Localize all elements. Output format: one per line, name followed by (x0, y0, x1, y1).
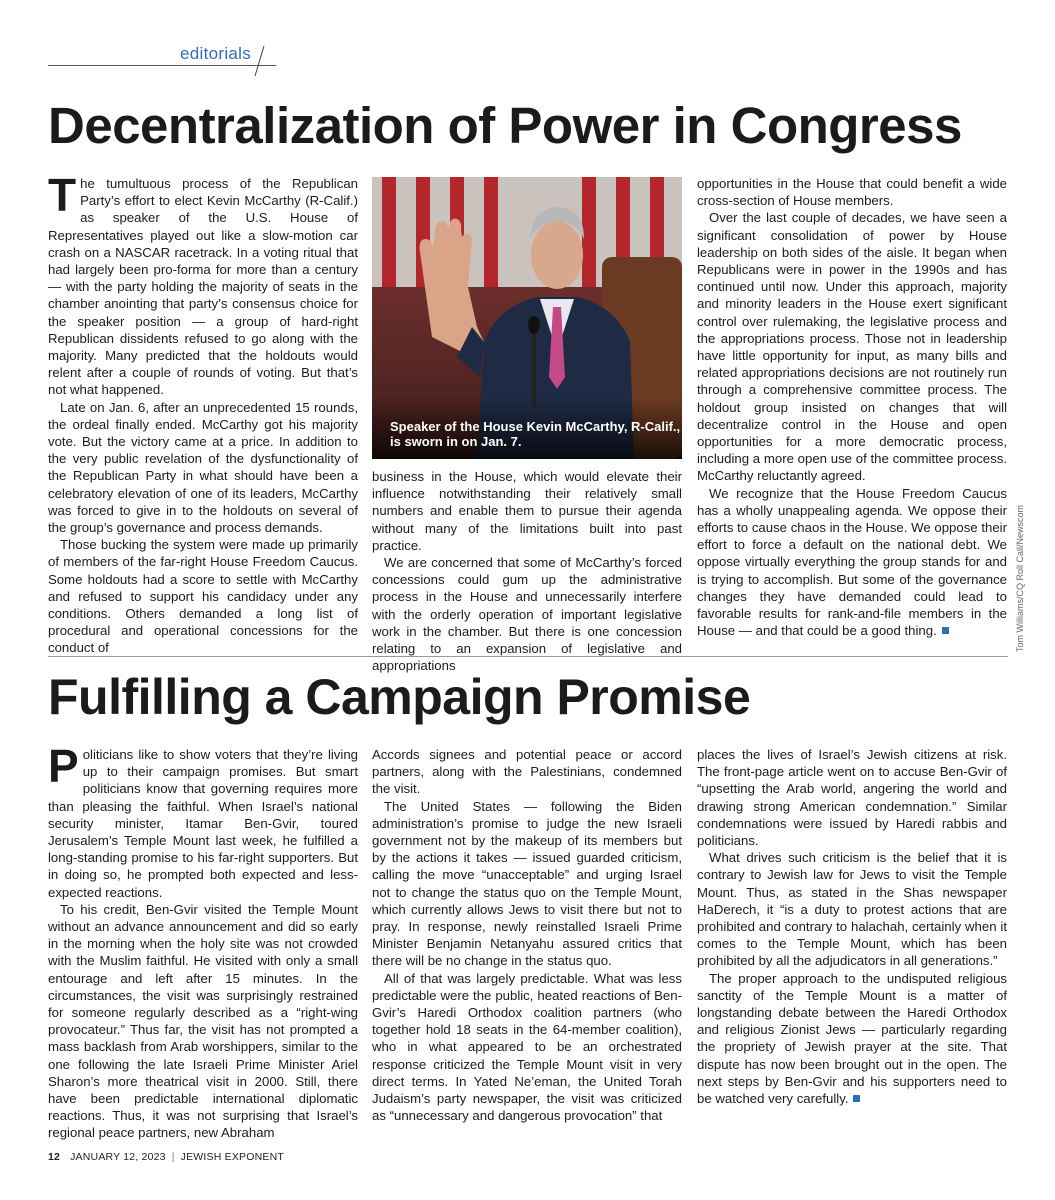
article1-paragraph (48, 169, 358, 399)
section-label: editorials (180, 44, 252, 63)
article2-paragraph: What drives such criticism is the belief that it is contrary to Jewish law for Jews to visit the Temple Mount. Thus, as stated in the Shas newspaper HaDerech, it “is a duty to protest actions that are prohibited and contrary to halachah, certainly when it comes to the Temple Mount, which has been prohibited by all the adjudicators in all generations.” (697, 850, 1007, 969)
article2-paragraph (697, 970, 1007, 1108)
article2-paragraph (48, 740, 358, 901)
article2-paragraph: All of that was largely predictable. What was less predictable were the public, heated reactions of Ben-Gvir’s Haredi Orthodox coalition partners (who together hold 18 seats in the 64-member coalition), who in what appeared to be an orchestrated response criticized the Temple Mount visit in very direct terms. In Yated Ne’eman, the United Torah Judaism’s party newspaper, the visit was criticized as “unnecessary and dangerous provocation” that (372, 970, 682, 1124)
article1-headline: Decentralization of Power in Congress (48, 97, 962, 154)
article1-column-3 (697, 175, 1007, 645)
photo-caption (390, 419, 680, 449)
article1-paragraph: opportunities in the House that could benefit a wide cross-section of House members. (697, 176, 1007, 209)
article-divider (48, 656, 1008, 657)
article2-column-2 (372, 746, 682, 1126)
article1-text: We recognize that the House Freedom Caucus has a wholly unappealing agenda. We oppose their efforts to cause chaos in the House. We oppose their effort to force a default on the national debt. We oppose virtually everything the group stands for and is trying to accomplish. But some of the governance changes they have demanded could lead to favorable results for rank-and-file members in the House — and that could be a good thing. (697, 485, 1007, 639)
photo-credit: Tom Williams/CQ Roll Call/Newscom (1015, 504, 1025, 652)
article1-text: he tumultuous process of the Republican Party’s effort to elect Kevin McCarthy (R-Calif.) as speaker of the U.S. House of Representatives played out like a slow-motion car crash on a NASCAR racetrack. In a voting ritual that had largely been pro-forma for more than a century — with the party holding the majority of seats in the chamber anointing that party’s consensus choice for the speaker position — a group of hard-right Republican dissidents refused to go along with the majority. Many predicted that the holdouts would relent after a couple of rounds of voting. But that’s not what happened. (48, 176, 358, 398)
article2-text: The proper approach to the undisputed religious sanctity of the Temple Mount is a matter of longstanding debate between the Haredi Orthodox and religious Zionist Jews — particularly regarding the propriety of Jewish prayer at the site. That dispute has now been brought out in the open. The next steps by Ben-Gvir and his supporters need to be watched very carefully. (697, 970, 1007, 1107)
section-rule (48, 65, 276, 66)
article2-dropcap: P (48, 740, 79, 792)
article1-dropcap: T (48, 169, 77, 221)
article2-paragraph: Accords signees and potential peace or accord partners, along with the Palestinians, condemned the visit. (372, 747, 682, 797)
footer-separator: | (171, 1151, 175, 1163)
article1-paragraph: Those bucking the system were made up primarily of members of the far-right House Freedom Caucus. Some holdouts had a score to settle with McCarthy and refused to support his candidacy under any conditions. Others demanded a long list of procedural and operational concessions for the conduct of (48, 537, 358, 656)
article2-paragraph: places the lives of Israel’s Jewish citizens at risk. The front-page article went on to accuse Ben-Gvir of “upsetting the Arab world, angering the world and drawing strong American condemnation.” Similar condemnations were issued by Haredi rabbis and politicians. (697, 747, 1007, 849)
issue-date: JANUARY 12, 2023 (70, 1151, 166, 1163)
publication-name: JEWISH EXPONENT (180, 1151, 285, 1163)
article1-paragraph: Over the last couple of decades, we have seen a significant consolidation of power by House leadership on both sides of the aisle. It began when Republicans were in power in the 1990s and has continued until now. Under this approach, majority and minority leaders in the House exert significant control over rulemaking, the legislative process and the appropriations process. Those not in leadership have little opportunity for input, as many bills and related appropriations decisions are not routinely run through a comprehensive committee process. The holdout group insisted on changes that will decentralize control in the House and open opportunities for a more democratic process, including a more open use of the committee process. McCarthy reluctantly agreed. (697, 210, 1007, 484)
article1-column-1 (48, 169, 358, 656)
end-mark-icon (853, 1095, 860, 1102)
article2-column-3 (697, 746, 1007, 1126)
article1-paragraph: business in the House, which would elevate their influence notwithstanding their relatively small numbers and enable them to pursue their agenda without many of the limitations built into past practice. (372, 469, 682, 553)
article2-paragraph: The United States — following the Biden administration’s promise to judge the new Israeli government not by the makeup of its members but by the actions it takes — issued guarded criticism, calling the move “unacceptable” and urging Israel not to change the status quo on the Temple Mount, which currently allows Jews to visit there but not to pray. In response, newly reinstalled Israeli Prime Minister Benjamin Netanyahu assured critics that there will be no change in the status quo. (372, 798, 682, 969)
photo-caption-line: is sworn in on Jan. 7. (390, 434, 522, 449)
page-number: 12 (48, 1151, 61, 1163)
photo-caption-line: Speaker of the House Kevin McCarthy, R-Calif., (390, 419, 681, 434)
article1-column-2 (372, 468, 682, 674)
speaker-photo-image (372, 177, 682, 459)
section-slash-icon (252, 44, 266, 78)
page-footer (48, 1151, 284, 1163)
article2-headline: Fulfilling a Campaign Promise (48, 669, 751, 725)
article2-column-1 (48, 740, 358, 1141)
article1-paragraph: Late on Jan. 6, after an unprecedented 15 rounds, the ordeal finally ended. McCarthy got his majority vote. But the victory came at a price. In addition to the very public revelation of the dysfunctionality of the Republican Party in what should have been a celebratory elevation of one of its leaders, McCarthy was forced to give in to the holdouts on several of the group’s governance and process demands. (48, 399, 358, 536)
article1-photo (372, 177, 682, 459)
article2-text: oliticians like to show voters that they’re living up to their campaign promises. But smart politicians know that governing requires more than pleasing the faithful. When Israel’s national security minister, Itamar Ben-Gvir, toured Jerusalem’s Temple Mount last week, he fulfilled a long-standing promise to his far-right supporters. But in doing so, he prompted both expected and less-expected reactions. (48, 747, 358, 900)
article2-paragraph: To his credit, Ben-Gvir visited the Temple Mount without an advance announcement and did so early in the morning when the holy site was not crowded with the Muslim faithful. He visited with only a small entourage and left after 15 minutes. In the circumstances, the visit was surprisingly restrained for someone regularly described as a “right-wing provocateur.” Thus far, the visit has not prompted a mass backlash from Arab worshippers, similar to the one following the late Israeli Prime Minister Ariel Sharon’s more theatrical visit in 2000. Still, there have been predictable international diplomatic reactions. Thus, it was not surprising that Israel’s regional peace partners, new Abraham (48, 901, 358, 1141)
article1-paragraph: We are concerned that some of McCarthy’s forced concessions could gum up the administrative process in the House and unnecessarily interfere with the orderly operation of important legislative work in the chamber. But there is one concession relating to an expansion of legislative and appropriations (372, 555, 682, 674)
article1-paragraph (697, 485, 1007, 640)
end-mark-icon (942, 627, 949, 634)
